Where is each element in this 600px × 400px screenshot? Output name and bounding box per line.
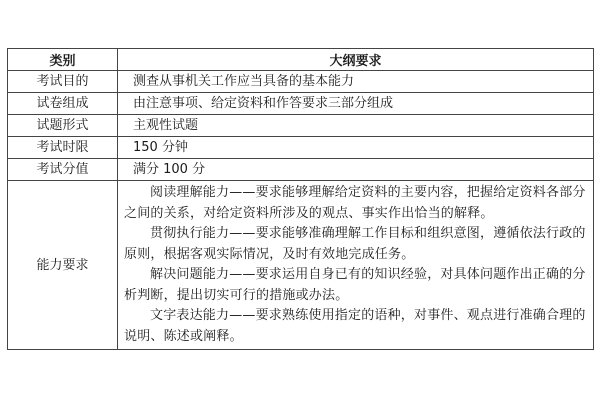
header-category: 类别 — [8, 49, 118, 71]
row-label: 考试分值 — [8, 159, 118, 181]
table-row — [8, 115, 594, 137]
table-row — [8, 159, 594, 181]
row-label: 考试目的 — [8, 71, 118, 93]
header-requirements: 大纲要求 — [118, 49, 594, 71]
row-label: 试卷组成 — [8, 93, 118, 115]
ability-paragraph-execution: 贯彻执行能力——要求能够准确理解工作目标和组织意图，遵循依法行政的原则，根据客观实际情况，及时有效地完成任务。 — [124, 226, 586, 262]
row-label: 考试时限 — [8, 137, 118, 159]
ability-requirements-row — [8, 181, 594, 350]
row-value: 150 分钟 — [118, 137, 594, 159]
syllabus-table — [7, 48, 594, 350]
row-label: 试题形式 — [8, 115, 118, 137]
row-value: 主观性试题 — [118, 115, 594, 137]
ability-paragraph-problem-solving: 解决问题能力——要求运用自身已有的知识经验，对具体问题作出正确的分析判断，提出切实可行的措施或办法。 — [124, 267, 586, 303]
table-row — [8, 71, 594, 93]
row-value: 由注意事项、给定资料和作答要求三部分组成 — [118, 93, 594, 115]
row-value: 满分 100 分 — [118, 159, 594, 181]
ability-paragraph-reading: 阅读理解能力——要求能够理解给定资料的主要内容，把握给定资料各部分之间的关系，对给定资料所涉及的观点、事实作出恰当的解释。 — [124, 185, 586, 221]
table-header-row — [8, 49, 594, 71]
ability-label: 能力要求 — [8, 181, 118, 350]
table-row — [8, 93, 594, 115]
syllabus-table-container — [7, 48, 593, 350]
ability-content — [118, 181, 594, 350]
row-value: 测查从事机关工作应当具备的基本能力 — [118, 71, 594, 93]
table-row — [8, 137, 594, 159]
ability-paragraph-writing: 文字表达能力——要求熟练使用指定的语种，对事件、观点进行准确合理的说明、陈述或阐释。 — [124, 308, 586, 344]
